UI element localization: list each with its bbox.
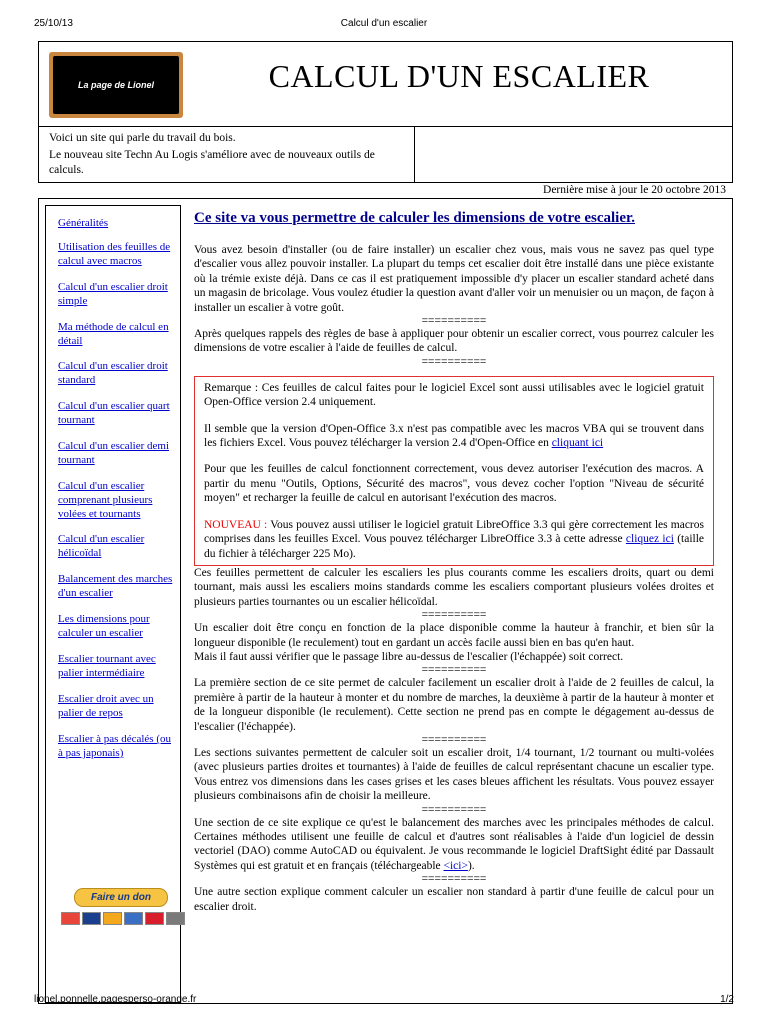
libreoffice-download-link[interactable]: cliquez ici [625, 533, 674, 546]
notice-macros: Pour que les feuilles de calcul fonctionnent correctement, vous devez autoriser l'exécution des macros. A partir du menu "Outils, Options, Sécurité des macros", vous devez cocher l'option "Niveau de sécurité moyen" et recharger la feuille de calcul en autorisant l'exécution des macros. [204, 463, 704, 505]
notice-libreoffice [204, 518, 704, 561]
donate-button[interactable]: Faire un don [74, 888, 168, 907]
paragraph-next-sections: Les sections suivantes permettent de calculer soit un escalier droit, 1/4 tournant, 1/2 tournant ou multi-volées (avec plusieurs parties droites et tournantes) à l'aide de feuilles de calcul représentant chacune un escalier type. Vous entrez vos dimensions dans les cases grises et les cases bleues affichent les résultats. Vous pouvez essayer plusieurs combinaisons afin de choisir la meilleure. [194, 746, 714, 803]
notice-libreoffice-text: Vous pouvez aussi utiliser le logiciel gratuit LibreOffice 3.3 qui gère correctement les macros comprises dans les feuilles Excel. Vous pouvez télécharger LibreOffice 3.3 à cette adresse [204, 518, 704, 546]
notice-box [194, 376, 714, 566]
content-heading: Ce site va vous permettre de calculer les dimensions de votre escalier. [194, 210, 636, 226]
donate-widget [61, 888, 185, 925]
last-update: Dernière mise à jour le 20 octobre 2013 [543, 184, 726, 196]
separator: ========== [421, 609, 487, 622]
main-content [194, 209, 714, 914]
sidebar-item-methode[interactable]: Ma méthode de calcul en détail [58, 321, 169, 347]
notice-remark: Remarque : Ces feuilles de calcul faites pour le logiciel Excel sont aussi utilisables avec le logiciel gratuit Open-Office version 2.4 uniquement. [204, 381, 704, 409]
separator: ========== [421, 355, 487, 368]
sidebar-item-demi-tournant[interactable]: Calcul d'un escalier demi tournant [58, 440, 170, 466]
sidebar-item-helicoidal[interactable]: Calcul d'un escalier hélicoïdal [58, 533, 145, 559]
notice-openoffice [204, 422, 704, 451]
page-title: CALCUL D'UN ESCALIER [268, 58, 650, 94]
amex-icon [103, 912, 122, 925]
visa-icon [82, 912, 101, 925]
notice-libreoffice-size: (taille du fichier à télécharger 225 Mo). [204, 533, 705, 560]
separator: ========== [421, 803, 487, 816]
separator: ========== [421, 664, 487, 677]
bank-card-icon [124, 912, 143, 925]
paragraph-balancement-tail: ). [467, 859, 475, 872]
cb-card-icon [145, 912, 164, 925]
print-url: lionel.ponnelle.pagesperso-orange.fr [34, 994, 197, 1005]
mastercard-icon [61, 912, 80, 925]
sidebar-item-droit-standard[interactable]: Calcul d'un escalier droit standard [58, 360, 168, 386]
payment-cards [61, 912, 185, 925]
print-title: Calcul d'un escalier [340, 18, 428, 29]
print-page-number: 1/2 [720, 994, 734, 1005]
sidebar-item-plusieurs-volees[interactable]: Calcul d'un escalier comprenant plusieurs volées et tournants [58, 480, 153, 520]
sidebar-nav [45, 205, 181, 1003]
intro-line-1: Voici un site qui parle du travail du bois. [49, 132, 236, 144]
sidebar-item-macros[interactable]: Utilisation des feuilles de calcul avec macros [58, 241, 171, 267]
main-table [38, 198, 733, 1004]
logo-text: La page de Lionel [53, 56, 179, 114]
draftsight-download-link[interactable]: <ici> [443, 859, 468, 872]
new-label: NOUVEAU : [204, 518, 268, 531]
paragraph-intro: Vous avez besoin d'installer (ou de faire installer) un escalier chez vous, mais vous ne savez pas quel type d'escalier vous allez pouvoir installer. La plupart du temps cet escalier doit être installé dans une pièce existante où la trémie existe déjà. Dans ce cas il est pratiquement impossible d'y placer un escalier standard acheté dans un magasin de bricolage. Vous voulez étudier la question avant d'aller voir un menuisier ou un maçon, de façon à installer un escalier à votre goût. [194, 244, 714, 314]
intro-text [49, 131, 409, 178]
sidebar-item-pas-decales[interactable]: Escalier à pas décalés (ou à pas japonais) [58, 733, 171, 759]
bank-transfer-icon [166, 912, 185, 925]
sidebar-item-generalites[interactable]: Généralités [58, 217, 109, 229]
paragraph-echappee: Mais il faut aussi vérifier que le passage libre au-dessus de l'escalier (l'échappée) soit correct. [194, 650, 624, 663]
notice-openoffice-text: Il semble que la version d'Open-Office 3.x n'est pas compatible avec les macros VBA qui se trouvent dans les fichiers Excel. Vous pouvez télécharger la version 2.4 d'Open-Office en [204, 422, 704, 450]
sidebar-item-palier-repos[interactable]: Escalier droit avec un palier de repos [58, 693, 154, 719]
sidebar-item-balancement[interactable]: Balancement des marches d'un escalier [58, 573, 173, 599]
site-logo[interactable] [49, 52, 183, 118]
print-date: 25/10/13 [34, 18, 73, 29]
paragraph-rules: Après quelques rappels des règles de base à appliquer pour obtenir un escalier correct, vous pourrez calculer les dimensions de votre escalier à l'aide de feuilles de calcul. [194, 328, 714, 355]
separator: ========== [421, 315, 487, 328]
paragraph-design: Un escalier doit être conçu en fonction de la place disponible comme la hauteur à franchir, et bien sûr la longueur disponible (le reculement) tout en gardant un accès facile aussi bien en bas qu'en haut. [194, 622, 714, 649]
intro-line-2: Le nouveau site Techn Au Logis s'améliore avec de nouveaux outils de calculs. [49, 149, 375, 176]
sidebar-item-droit-simple[interactable]: Calcul d'un escalier droit simple [58, 281, 168, 307]
paragraph-types: Ces feuilles permettent de calculer les escaliers les plus courants comme les escaliers droits, quart ou demi tournant, mais aussi les escaliers moins standards comme les escaliers comportant plusieurs volées droites et plusieurs parties tournantes ou un escalier hélicoïdal. [194, 566, 714, 608]
separator: ========== [421, 873, 487, 886]
intro-box [38, 127, 733, 183]
header-box [38, 41, 733, 127]
sidebar-item-dimensions[interactable]: Les dimensions pour calculer un escalier [58, 613, 150, 639]
intro-divider [414, 127, 415, 182]
paragraph-first-section: La première section de ce site permet de calculer facilement un escalier droit à l'aide de 2 feuilles de calcul, la première à partir de la hauteur à monter et du nombre de marches, la deuxième à partir de la hauteur à monter et de la longueur disponible (le reculement). Cette section ne prend pas en compte le dégagement au-dessus de l'escalier (l'échappée). [194, 677, 714, 733]
sidebar-item-palier-intermediaire[interactable]: Escalier tournant avec palier intermédiaire [58, 653, 156, 679]
paragraph-balancement [194, 816, 714, 874]
paragraph-balancement-text: Une section de ce site explique ce qu'est le balancement des marches avec les principales méthodes de calcul. Certaines méthodes utilisent une feuille de calcul et d'autres sont réalisables à l'aide d'un logiciel de dessin vectoriel (DAO) comme AutoCAD ou équivalent. Je vous recommande le logiciel DraftSight édité par Dassault Systèmes qui est gratuit et en français (téléchargeable [194, 816, 714, 872]
openoffice-download-link[interactable]: cliquant ici [551, 437, 604, 450]
sidebar-item-quart-tournant[interactable]: Calcul d'un escalier quart tournant [58, 400, 170, 426]
paragraph-non-standard: Une autre section explique comment calculer un escalier non standard à partir d'une feuille de calcul pour un escalier droit. [194, 886, 714, 913]
separator: ========== [421, 733, 487, 746]
